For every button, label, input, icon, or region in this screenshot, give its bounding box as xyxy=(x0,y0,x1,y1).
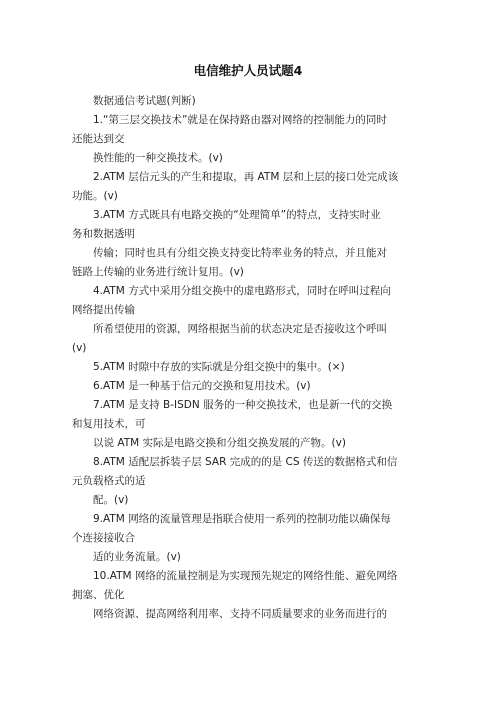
text-line: 和复用技术，可 xyxy=(72,418,146,430)
document-body xyxy=(72,92,424,624)
text-line: 4.ATM 方式中采用分组交换中的虚电路形式，同时在呼叫过程向 xyxy=(93,285,391,297)
text-line: 网络提出传输 xyxy=(72,304,135,316)
text-line: 适的业务流量。(v) xyxy=(93,551,181,563)
text-line: 3.ATM 方式既具有电路交换的“处理简单”的特点，支持实时业 xyxy=(93,209,381,221)
text-line: 务和数据透明 xyxy=(72,228,135,240)
text-line: 拥塞、优化 xyxy=(72,589,125,601)
text-line: 功能。(v) xyxy=(72,190,118,202)
document-title: 电信维护人员试题4 xyxy=(193,63,303,78)
text-line: 数据通信考试题(判断) xyxy=(93,95,196,107)
text-line: 1.“第三层交换技术”就是在保持路由器对网络的控制能力的同时 xyxy=(93,114,387,126)
text-line: 5.ATM 时隙中存放的实际就是分组交换中的集中。(×) xyxy=(93,361,345,373)
text-line: 配。(v) xyxy=(93,494,129,506)
text-line: 10.ATM 网络的流量控制是为实现预先规定的网络性能、避免网络 xyxy=(93,570,398,582)
text-line: 换性能的一种交换技术。(v) xyxy=(93,152,223,164)
text-line: 9.ATM 网络的流量管理是指联合使用一系列的控制功能以确保每 xyxy=(93,513,391,525)
text-line: 6.ATM 是一种基于信元的交换和复用技术。(v) xyxy=(93,380,311,392)
text-line: 7.ATM 是支持 B-ISDN 服务的一种交换技术，也是新一代的交换 xyxy=(93,399,393,411)
text-line: 个连接接收合 xyxy=(72,532,135,544)
text-line: 2.ATM 层信元头的产生和提取，再 ATM 层和上层的接口处完成该 xyxy=(93,171,399,183)
text-line: 传输；同时也具有分组交换支持变比特率业务的特点，并且能对 xyxy=(93,247,387,259)
text-line: 网络资源、提高网络利用率、支持不同质量要求的业务而进行的 xyxy=(93,608,387,620)
text-line: 还能达到交 xyxy=(72,133,125,145)
text-line: 所希望使用的资源，网络根据当前的状态决定是否接收这个呼叫 xyxy=(93,323,387,335)
text-line: 以说 ATM 实际是电路交换和分组交换发展的产物。(v) xyxy=(93,437,346,449)
text-line: (v) xyxy=(72,342,87,354)
text-line: 元负载格式的适 xyxy=(72,475,146,487)
text-line: 8.ATM 适配层拆装子层 SAR 完成的的是 CS 传送的数据格式和信 xyxy=(93,456,398,468)
text-line: 链路上传输的业务进行统计复用。(v) xyxy=(72,266,244,278)
